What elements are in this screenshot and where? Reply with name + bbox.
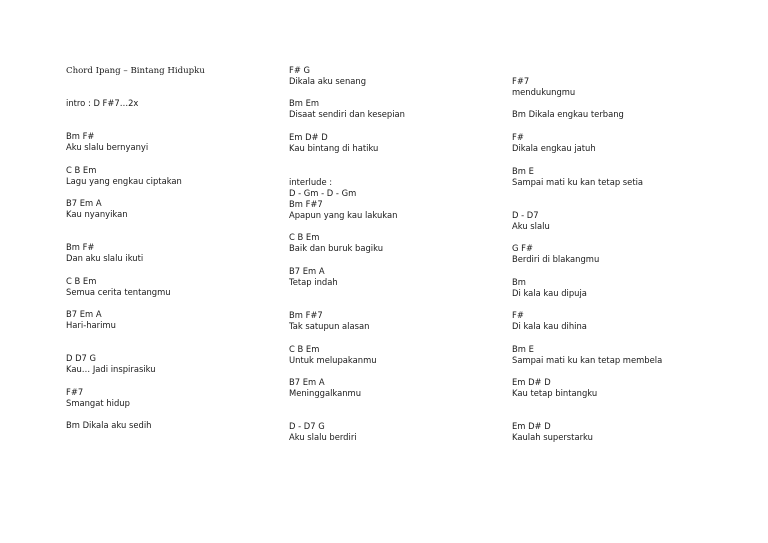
lyric-line: Kau bintang di hatiku <box>289 143 379 153</box>
lyric-line: Aku slalu bernyanyi <box>66 142 149 152</box>
lyric-line: Bm E <box>512 166 534 176</box>
lyric-line: Em D# D <box>512 377 551 387</box>
lyric-line: Aku slalu berdiri <box>289 432 357 442</box>
lyric-line: F# <box>512 132 524 142</box>
lyric-line: D D7 G <box>66 353 97 363</box>
lyric-line: C B Em <box>289 232 320 242</box>
lyric-line: Sampai mati ku kan tetap membela <box>512 355 663 365</box>
lyric-line: Smangat hidup <box>66 398 130 408</box>
lyric-line: Untuk melupakanmu <box>289 355 377 365</box>
lyric-line: F# G <box>289 65 310 75</box>
lyric-line: Em D# D <box>289 132 328 142</box>
lyric-line: Apapun yang kau lakukan <box>289 210 398 220</box>
lyric-line: D - Gm - D - Gm <box>289 188 357 198</box>
lyric-line: B7 Em A <box>289 266 325 276</box>
lyric-line: Kaulah superstarku <box>512 432 593 442</box>
lyric-line: Kau nyanyikan <box>66 209 128 219</box>
lyric-line: B7 Em A <box>66 309 102 319</box>
lyric-line: Bm Dikala engkau terbang <box>512 109 624 119</box>
lyric-line: Meninggalkanmu <box>289 388 362 398</box>
lyric-line: Lagu yang engkau ciptakan <box>66 176 182 186</box>
lyric-line: Sampai mati ku kan tetap setia <box>512 177 644 187</box>
lyric-line: C B Em <box>66 276 97 286</box>
lyric-line: B7 Em A <box>289 377 325 387</box>
lyric-line: Bm Dikala aku sedih <box>66 420 152 430</box>
lyric-line: Di kala kau dipuja <box>512 288 587 298</box>
lyric-line: F#7 <box>512 76 530 86</box>
lyric-line: Tetap indah <box>289 277 338 287</box>
lyric-line: Dan aku slalu ikuti <box>66 253 144 263</box>
lyric-line: Tak satupun alasan <box>289 321 370 331</box>
lyric-line: Berdiri di blakangmu <box>512 254 600 264</box>
lyric-line: Bm F#7 <box>289 199 323 209</box>
lyric-line: D - D7 G <box>289 421 325 431</box>
lyric-line: Bm <box>512 277 526 287</box>
lyric-line: Semua cerita tentangmu <box>66 287 171 297</box>
lyric-line: Aku slalu <box>512 221 550 231</box>
lyric-line: Bm Em <box>289 98 320 108</box>
lyric-line: D - D7 <box>512 210 539 220</box>
lyric-line: Kau tetap bintangku <box>512 388 598 398</box>
lyric-line: Bm F# <box>66 242 95 252</box>
document-title: Chord Ipang – Bintang Hidupku <box>66 66 205 76</box>
lyric-line: Em D# D <box>512 421 551 431</box>
lyric-line: Hari-harimu <box>66 320 116 330</box>
lyric-line: mendukungmu <box>512 87 576 97</box>
lyric-line: Di kala kau dihina <box>512 321 587 331</box>
lyric-line: Kau… Jadi inspirasiku <box>66 364 156 374</box>
lyric-line: F#7 <box>66 387 84 397</box>
lyric-line: Bm F# <box>66 131 95 141</box>
lyric-line: F# <box>512 310 524 320</box>
lyric-line: Bm F#7 <box>289 310 323 320</box>
lyric-line: Baik dan buruk bagiku <box>289 243 384 253</box>
lyric-line: interlude : <box>289 177 333 187</box>
lyric-line: C B Em <box>66 165 97 175</box>
lyric-line: Dikala engkau jatuh <box>512 143 596 153</box>
lyric-line: C B Em <box>289 344 320 354</box>
lyric-line: Bm E <box>512 344 534 354</box>
lyric-line: G F# <box>512 243 533 253</box>
lyric-line: B7 Em A <box>66 198 102 208</box>
lyric-line: Disaat sendiri dan kesepian <box>289 109 405 119</box>
lyric-line: Dikala aku senang <box>289 76 367 86</box>
lyric-line: intro : D F#7…2x <box>66 98 139 108</box>
